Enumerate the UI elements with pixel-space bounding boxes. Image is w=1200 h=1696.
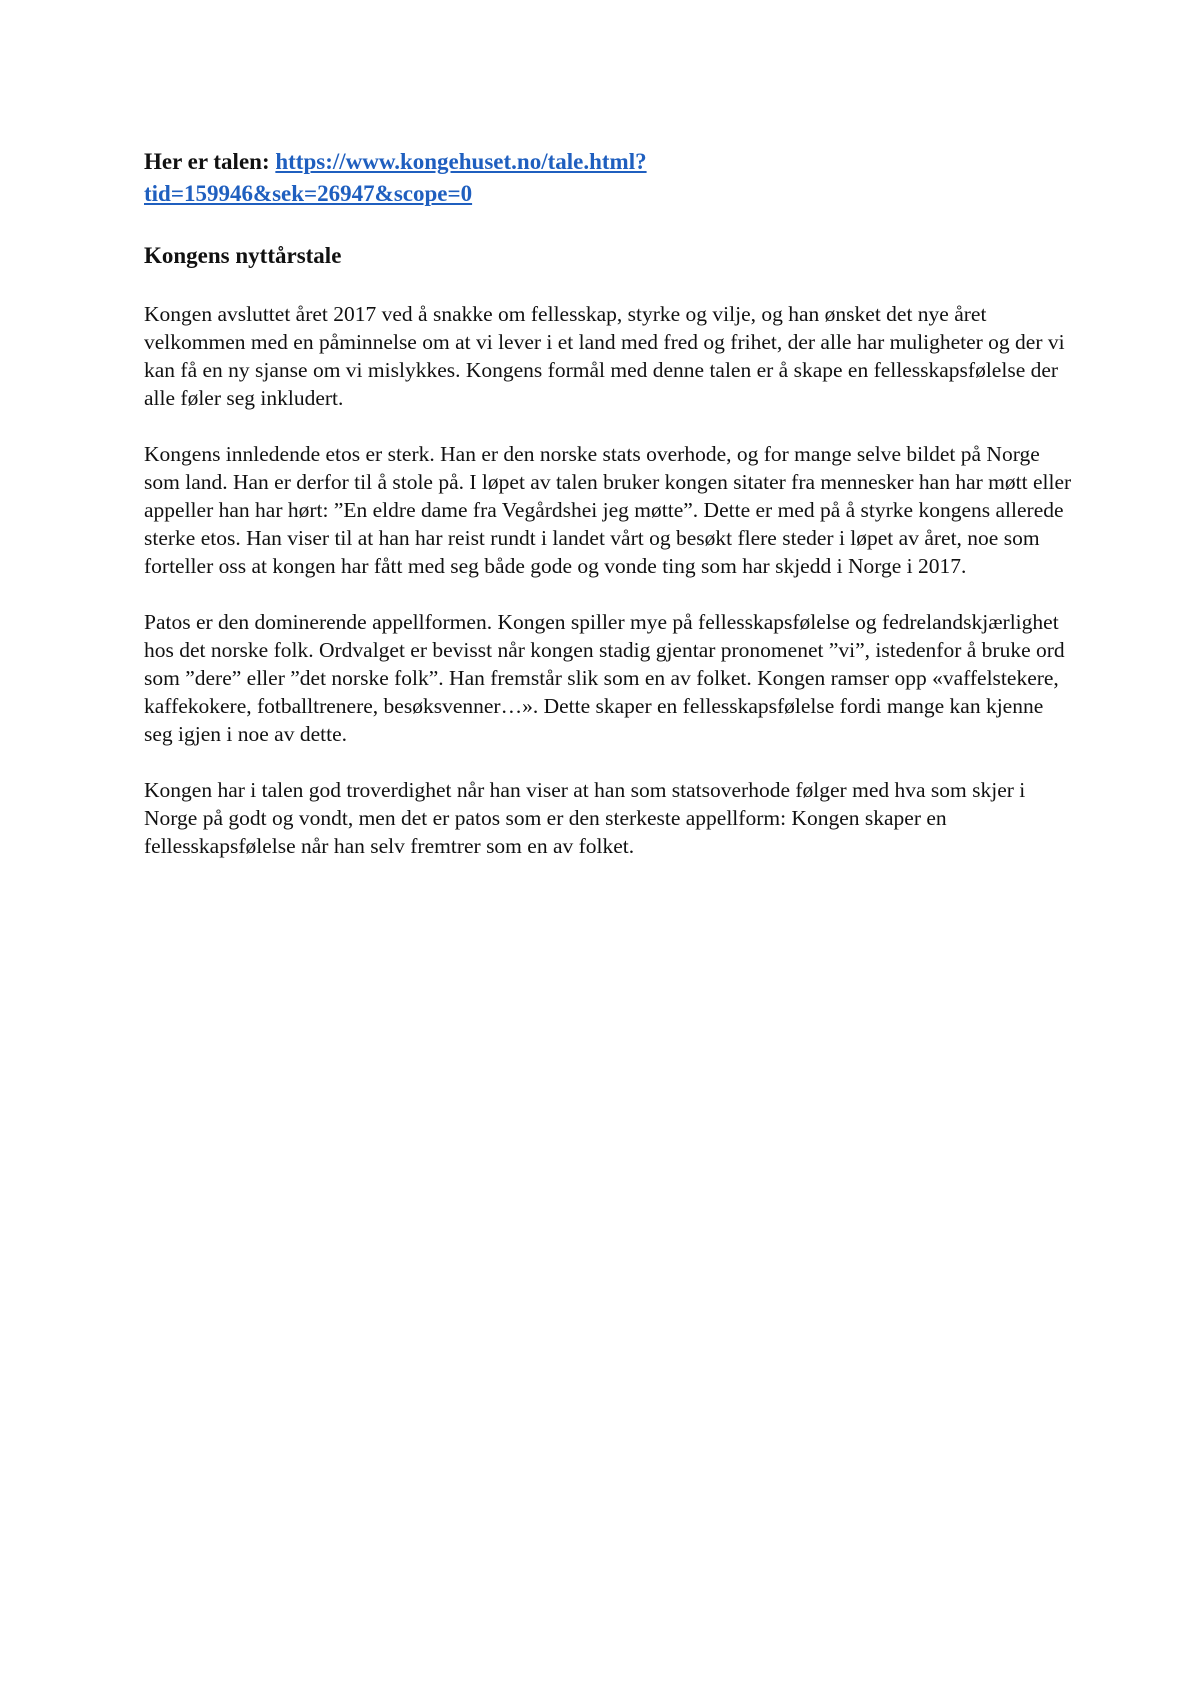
document-body (144, 146, 1074, 860)
speech-link-line2[interactable]: tid=159946&sek=26947&scope=0 (144, 181, 473, 206)
intro-line (144, 146, 1074, 210)
paragraph-3: Patos er den dominerende appellformen. Kongen spiller mye på fellesskapsfølelse og fedrelandskjærlighet hos det norske folk. Ordvalget er bevisst når kongen stadig gjentar pronomenet ”vi”, istedenfor å bruke ord som ”dere” eller ”det norske folk”. Han fremstår slik som en av folket. Kongen ramser opp «vaffelstekere, kaffekokere, fotballtrenere, besøksvenner…». Dette skaper en fellesskapsfølelse fordi mange kan kjenne seg igjen i noe av dette. (144, 610, 1065, 746)
document-heading: Kongens nyttårstale (144, 243, 342, 268)
paragraph-4: Kongen har i talen god troverdighet når han viser at han som statsoverhode følger med hva som skjer i Norge på godt og vondt, men det er patos som er den sterkeste appellform: Kongen skaper en fellesskapsfølelse når han selv fremtrer som en av folket. (144, 778, 1026, 858)
intro-label: Her er talen: (144, 149, 270, 174)
speech-link-line1[interactable]: https://www.kongehuset.no/tale.html? (275, 149, 647, 174)
paragraph-2: Kongens innledende etos er sterk. Han er den norske stats overhode, og for mange selve bildet på Norge som land. Han er derfor til å stole på. I løpet av talen bruker kongen sitater fra mennesker han har møtt eller appeller han har hørt: ”En eldre dame fra Vegårdshei jeg møtte”. Dette er med på å styrke kongens allerede sterke etos. Han viser til at han har reist rundt i landet vårt og besøkt flere steder i løpet av året, noe som forteller oss at kongen har fått med seg både gode og vonde ting som har skjedd i Norge i 2017. (144, 442, 1072, 578)
paragraph-1: Kongen avsluttet året 2017 ved å snakke om fellesskap, styrke og vilje, og han ønsket det nye året velkommen med en påminnelse om at vi lever i et land med fred og frihet, der alle har muligheter og der vi kan få en ny sjanse om vi mislykkes. Kongens formål med denne talen er å skape en fellesskapsfølelse der alle føler seg inkludert. (144, 302, 1065, 410)
